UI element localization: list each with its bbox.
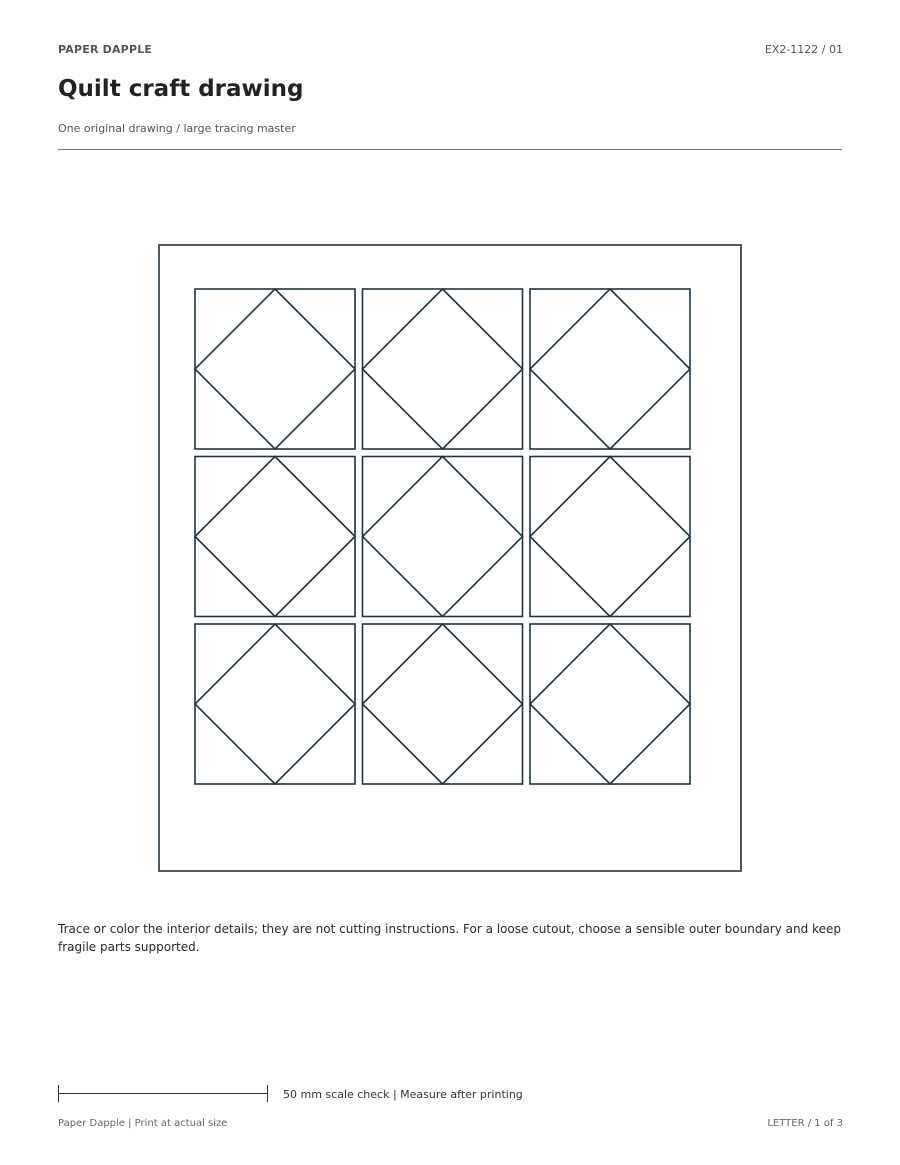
page-title: Quilt craft drawing [58,76,304,102]
footer-left: Paper Dapple | Print at actual size [58,1118,228,1129]
quilt-block-diamond [195,457,355,617]
scale-bar-line [58,1093,267,1094]
quilt-block-square [195,457,355,617]
quilt-block-square [530,289,690,449]
scale-check-label: 50 mm scale check | Measure after printing [283,1088,523,1101]
scale-bar [58,1085,268,1103]
quilt-block-square [363,624,523,784]
footer-right: LETTER / 1 of 3 [767,1118,843,1129]
quilt-block-diamond [195,289,355,449]
instructions-text: Trace or color the interior details; they are not cutting instructions. For a loose cutout, choose a sensible outer boundary and keep fragile parts supported. [58,922,841,954]
quilt-block-square [363,457,523,617]
quilt-block-diamond [530,457,690,617]
page-subtitle: One original drawing / large tracing master [58,122,296,135]
quilt-block-diamond [530,289,690,449]
quilt-block-diamond [363,289,523,449]
quilt-block-square [530,457,690,617]
quilt-block-square [530,624,690,784]
quilt-block-diamond [363,624,523,784]
brand-name: PAPER DAPPLE [58,43,153,56]
quilt-block-diamond [363,457,523,617]
quilt-block-square [195,289,355,449]
document-id: EX2-1122 / 01 [764,43,843,56]
quilt-block-square [195,624,355,784]
quilt-blocks [195,289,690,784]
quilt-block-diamond [530,624,690,784]
quilt-block-diamond [195,624,355,784]
quilt-block-square [363,289,523,449]
scale-bar-end-tick [267,1085,268,1102]
